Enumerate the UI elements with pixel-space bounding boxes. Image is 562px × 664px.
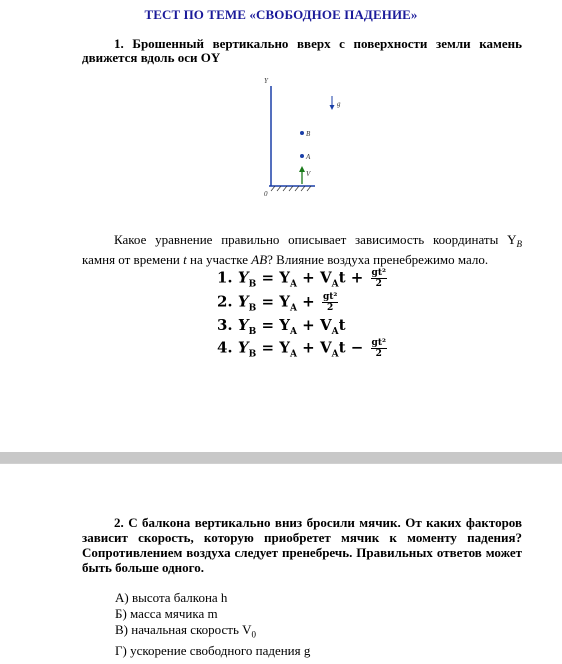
question-2-options	[115, 590, 310, 659]
velocity-arrowhead-icon	[299, 166, 305, 172]
option-b[interactable]: Б) масса мячика m	[115, 606, 218, 621]
question-1-statement	[82, 37, 522, 65]
question-1-prompt	[82, 232, 522, 267]
velocity-label: V	[306, 170, 311, 178]
point-a-label: A	[306, 153, 311, 161]
y-axis-label: Y	[264, 77, 268, 85]
formula-3: 3. $Y_B = Y_A + V_At$	[217, 316, 346, 337]
page-title: ТЕСТ ПО ТЕМЕ «СВОБОДНОЕ ПАДЕНИЕ»	[144, 7, 418, 22]
question-1-line-2: движется вдоль оси OY	[82, 50, 221, 65]
point-b-label: B	[306, 130, 311, 138]
formula-2: 2. $Y_B = Y_A$ + $\frac{\text{gt²}}{2}$	[217, 292, 338, 314]
formula-4: 4. $Y_B = Y_A + V_At$ − $\frac{\text{gt²}}{2}$	[217, 338, 386, 360]
question-1-prompt-line-1: Какое уравнение правильно описывает зависимость координаты $Y_B$	[114, 232, 522, 250]
question-2-statement	[82, 515, 522, 575]
point-a	[300, 154, 304, 158]
gravity-arrowhead-icon	[330, 105, 335, 110]
option-a[interactable]: А) высота балкона h	[115, 590, 228, 605]
formula-1: 1. $Y_B = Y_A + V_At$ + $\frac{\text{gt²}}{2}$	[217, 268, 386, 290]
question-1-line-1: 1. Брошенный вертикально вверх с поверхности земли камень	[114, 36, 522, 51]
gravity-label: g	[337, 100, 341, 108]
question-2-line-2: зависит скорость, которую приобретет мячик к моменту падения? Сопротивлением воздуха следует пренебречь. Правильных ответов может быть больше одного.	[82, 530, 522, 575]
page-separator	[0, 452, 562, 463]
question-1-prompt-line-2: камня от времени t на участке AB? Влияние воздуха пренебрежимо мало.	[82, 252, 489, 268]
option-c[interactable]: В) начальная скорость $V_0$	[115, 622, 257, 640]
option-d[interactable]: Г) ускорение свободного падения g	[115, 642, 311, 658]
page-2	[0, 463, 562, 664]
origin-label: 0	[264, 190, 268, 198]
motion-diagram	[255, 70, 355, 200]
question-2-line-1: 2. С балконa вертикально вниз бросили мячик. От каких факторов	[114, 515, 522, 530]
point-b	[300, 131, 304, 135]
